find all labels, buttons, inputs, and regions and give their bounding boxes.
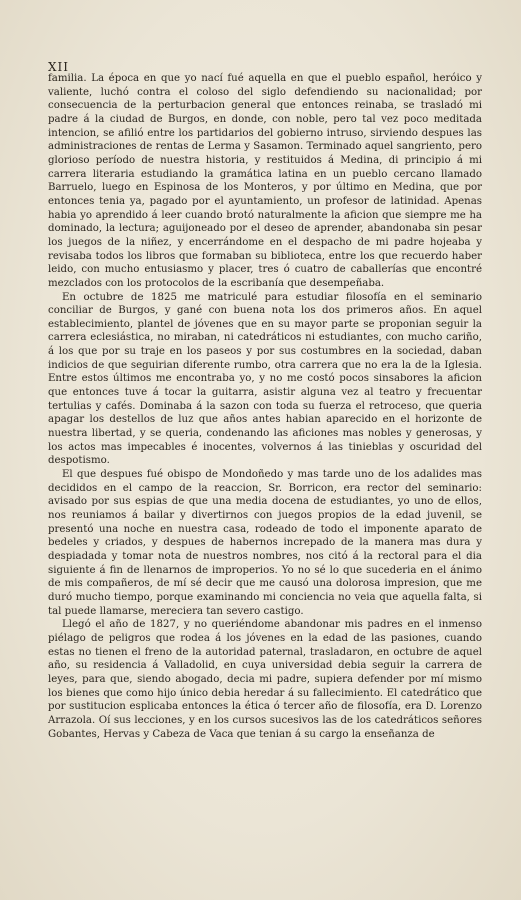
page-number: XII <box>48 60 70 74</box>
paragraph-3: El que despues fué obispo de Mondoñedo y mas tarde uno de los adalides mas decididos en el campo de la reaccion, Sr. Borricon, era rector del seminario: avisado por sus espias de que una media docena de estudiantes, yo uno de ellos, nos reuniamos á bailar y divertirnos con juegos propios de la edad juvenil, se presentó una noche en nuestra casa, rodeado de todo el imponente aparato de bedeles y criados, y despues de habernos increpado de la manera mas dura y despiadada y tomar nota de nuestros nombres, nos citó á la rectoral para el dia siguiente á fin de llenarnos de improperios. Yo no sé lo que sucederia en el ánimo de mis compañeros, de mí sé decir que me causó una dolorosa impresion, que me duró mucho tiempo, porque examinando mi conciencia no veia que aquella falta, si tal puede llamarse, mereciera tan severo castigo. <box>48 469 482 617</box>
paragraph-1: familia. La época en que yo nací fué aquella en que el pueblo español, heróico y valiente, luchó contra el coloso del siglo defendiendo su nacionalidad; por consecuencia de la perturbacion general que entonces reinaba, se trasladó mi padre á la ciudad de Burgos, en donde, con noble, pero tal vez poco meditada intencion, se afilió entre los partidarios del gobierno intruso, sirviendo despues las administraciones de rentas de Lerma y Sasamon. Terminado aquel sangriento, pero glorioso período de nuestra historia, y restituidos á Medina, di principio á mi carrera literaria estudiando la gramática latina en un pueblo cercano llamado Barruelo, luego en Espinosa de los Monteros, y por último en Medina, que por entonces tenia ya, pagado por el ayuntamiento, un profesor de latinidad. Apenas habia yo aprendido á leer cuando brotó naturalmente la aficion que siempre me ha dominado, la lectura; aguijoneado por el deseo de aprender, abandonaba sin pesar los juegos de la niñez, y encerrándome en el despacho de mi padre hojeaba y revisaba todos los libros que formaban su biblioteca, entre los que recuerdo haber leido, con mucho entusiasmo y placer, tres ó cuatro de caballerías que encontré mezclados con los protocolos de la escribanía que desempeñaba. <box>48 73 482 289</box>
paragraph-2: En octubre de 1825 me matriculé para estudiar filosofía en el seminario conciliar de Burgos, y gané con buena nota los dos primeros años. En aquel establecimiento, plantel de jóvenes que en su mayor parte se proponian seguir la carrera eclesiástica, no miraban, ni catedráticos ni estudiantes, con mucho cariño, á los que por su traje en los paseos y por sus costumbres en la sociedad, daban indicios de que seguirian diferente rumbo, otra carrera que no era la de la Iglesia. Entre estos últimos me encontraba yo, y no me costó pocos sinsabores la aficion que entonces tuve á tocar la guitarra, asistir alguna vez al teatro y frecuentar tertulias y cafés. Dominaba á la sazon con toda su fuerza el retroceso, que queria apagar los destellos de luz que años antes habian aparecido en el horizonte de nuestra libertad, y se queria, condenando las aficiones mas nobles y generosas, y los actos mas impecables é inocentes, volvernos á las tinieblas y oscuridad del despotismo. <box>48 291 482 467</box>
body-text <box>48 72 482 741</box>
paragraph-4: Llegó el año de 1827, y no queriéndome abandonar mis padres en el inmenso piélago de peligros que rodea á los jóvenes en la edad de las pasiones, cuando estas no tienen el freno de la autoridad paternal, trasladaron, en octubre de aquel año, su residencia á Valladolid, en cuya universidad debia seguir la carrera de leyes, para que, siendo abogado, decia mi padre, supiera defender por mí mismo los bienes que como hijo único debia heredar á su fallecimiento. El catedrático que por sustitucion esplicaba entonces la ética ó tercer año de filosofía, era D. Lorenzo Arrazola. Oí sus lecciones, y en los cursos sucesivos las de los catedráticos señores Gobantes, Hervas y Cabeza de Vaca que tenian á su cargo la enseñanza de <box>48 619 482 740</box>
